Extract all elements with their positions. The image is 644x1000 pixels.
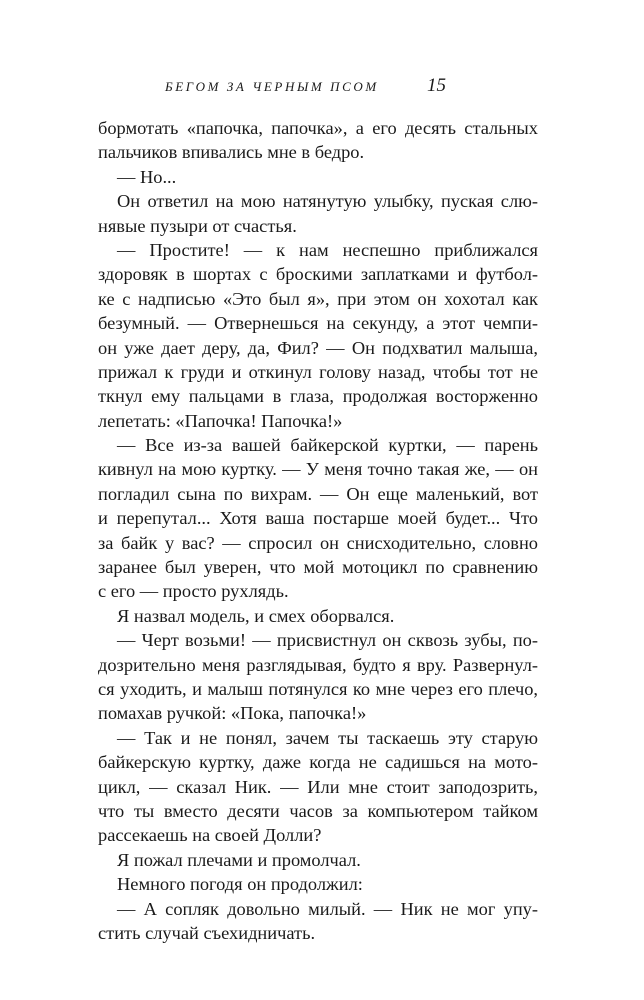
- text-line: Немного погодя он продолжил:: [117, 874, 363, 895]
- text-line: за байк у вас? — спросил он снисходительно, словно: [98, 532, 538, 553]
- text-line: пальчиков впивались мне в бедро.: [98, 142, 365, 163]
- text-line: бормотать «папочка, папочка», а его десять стальных: [98, 118, 538, 138]
- page-number: 15: [427, 75, 446, 96]
- text-line: кивнул на мою куртку. — У меня точно такая же, — он: [98, 459, 538, 480]
- text-line: и перепутал... Хотя ваша постарше моей будет... Что: [98, 508, 538, 529]
- text-line: с его — просто рухлядь.: [98, 581, 289, 602]
- text-line: рассекаешь на своей Долли?: [98, 825, 322, 846]
- text-line: здоровяк в шортах с броскими заплатками и футбол-: [98, 264, 538, 285]
- text-line: цикл, — сказал Ник. — Или мне стоит заподозрить,: [98, 776, 538, 797]
- text-line: Я пожал плечами и промолчал.: [117, 849, 361, 870]
- text-line: что ты вместо десяти часов за компьютером тайком: [98, 800, 538, 821]
- text-line: ся уходить, и малыш потянулся ко мне через его плечо,: [98, 678, 538, 699]
- text-line: помахав ручкой: «Пока, папочка!»: [98, 703, 367, 724]
- text-line: стить случай съехидничать.: [98, 922, 316, 943]
- text-line: нявые пузыри от счастья.: [98, 215, 297, 236]
- text-line: безумный. — Отвернешься на секунду, а этот чемпи-: [98, 313, 538, 334]
- text-line: — Но...: [117, 166, 177, 187]
- text-line: дозрительно меня разглядывая, будто я вру. Развернул-: [98, 654, 538, 675]
- body-text: [98, 116, 538, 945]
- text-line: байкерскую куртку, даже когда не садишься на мото-: [98, 752, 538, 773]
- text-line: — А сопляк довольно милый. — Ник не мог упу-: [117, 898, 538, 919]
- text-line: Я назвал модель, и смех оборвался.: [117, 605, 395, 626]
- text-line: прижал к груди и откинул голову назад, чтобы тот не: [98, 361, 538, 382]
- text-line: — Черт возьми! — присвистнул он сквозь зубы, по-: [117, 630, 538, 651]
- text-line: ке с надписью «Это был я», при этом он хохотал как: [98, 288, 538, 309]
- running-header: [0, 75, 644, 99]
- text-line: — Все из-за вашей байкерской куртки, — парень: [117, 435, 538, 456]
- text-line: — Простите! — к нам неспешно приближался: [117, 239, 538, 260]
- text-line: погладил сына по вихрам. — Он еще маленький, вот: [98, 483, 538, 504]
- text-line: — Так и не понял, зачем ты таскаешь эту старую: [117, 727, 538, 748]
- text-line: ткнул ему пальцами в глаза, продолжая восторженно: [98, 386, 538, 407]
- running-head-book-title: БЕГОМ ЗА ЧЕРНЫМ ПСОМ: [165, 79, 379, 94]
- text-line: лепетать: «Папочка! Папочка!»: [98, 410, 343, 431]
- text-line: он уже дает деру, да, Фил? — Он подхватил малыша,: [98, 337, 538, 358]
- text-line: заранее был уверен, что мой мотоцикл по сравнению: [98, 557, 538, 578]
- text-line: Он ответил на мою натянутую улыбку, пуская слю-: [117, 191, 538, 212]
